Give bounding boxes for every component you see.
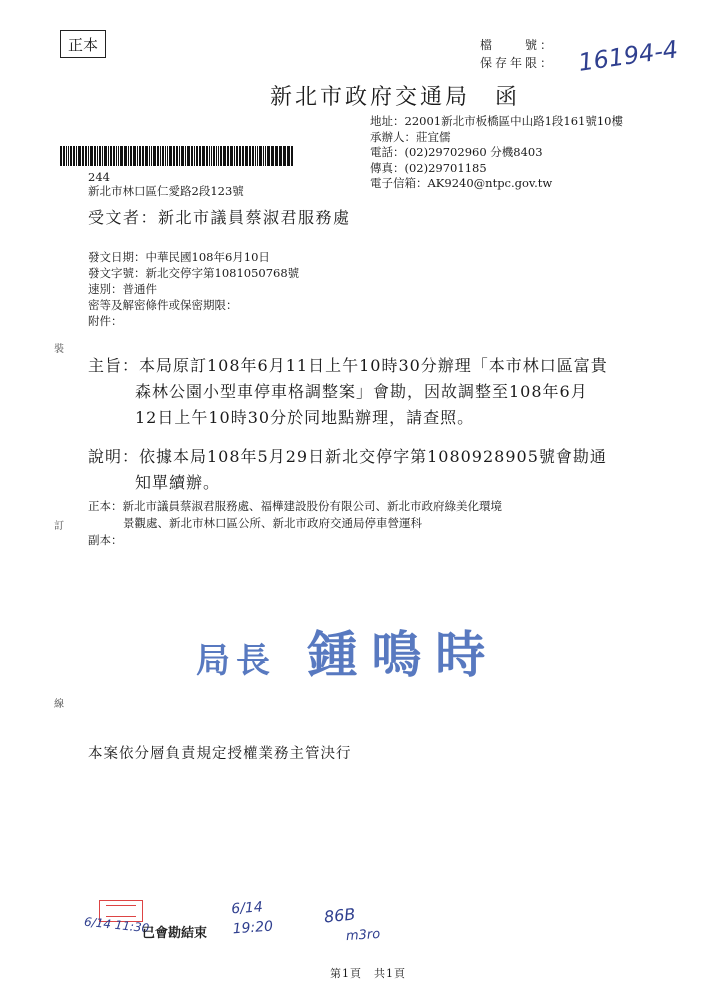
barcode-bar — [167, 146, 168, 166]
barcode-bar — [160, 146, 161, 166]
barcode-bar — [223, 146, 226, 166]
original-recipients: 正本：新北市議員蔡淑君服務處、福樺建設股份有限公司、新北市政府綠美化環境 — [88, 499, 502, 513]
barcode-bar — [199, 146, 201, 166]
barcode-bar — [151, 146, 152, 166]
barcode-bar — [245, 146, 248, 166]
director-seal — [196, 615, 499, 687]
barcode-bar — [108, 146, 109, 166]
barcode-bar — [118, 146, 119, 166]
barcode-bar — [218, 146, 219, 166]
issue-date: 發文日期：中華民國108年6月10日 — [88, 250, 270, 264]
barcode-bar — [230, 146, 233, 166]
barcode-bar — [90, 146, 93, 166]
barcode-bar — [76, 146, 77, 166]
barcode-bar — [263, 146, 264, 166]
file-number-fields — [480, 36, 555, 72]
barcode-bar — [291, 146, 293, 166]
distribution-list — [88, 498, 502, 549]
barcode-bar — [191, 146, 193, 166]
sender-contact-person: 承辦人：莊宜儒 — [370, 129, 451, 144]
barcode-bar — [145, 146, 148, 166]
barcode-bar — [185, 146, 186, 166]
barcode-bar — [249, 146, 251, 166]
barcode-bar — [104, 146, 107, 166]
security-level: 密等及解密條件或保密期限： — [88, 298, 238, 312]
sender-fax: 傳真：(02)29701185 — [370, 160, 487, 175]
meeting-ended-stamp: 已會勘結束 — [142, 926, 208, 941]
barcode-bar — [255, 146, 256, 166]
barcode-bar — [149, 146, 150, 166]
seal-title: 局長 — [196, 641, 276, 681]
barcode-bar — [176, 146, 178, 166]
sender-phone: 電話：(02)29702960 分機8403 — [370, 145, 543, 159]
retention-period-field: 保存年限： — [480, 56, 556, 70]
barcode-bar — [137, 146, 138, 166]
gist-line: 森林公園小型車停車格調整案」會勘，因故調整至108年6月 — [135, 382, 588, 401]
barcode-bar — [202, 146, 205, 166]
barcode-bar — [102, 146, 103, 166]
barcode-bar — [130, 146, 132, 166]
barcode-bar — [139, 146, 141, 166]
handwritten-file-number: 16194-4 — [576, 35, 680, 77]
barcode-bar — [265, 146, 266, 166]
barcode-bar — [97, 146, 98, 166]
barcode-bar — [142, 146, 144, 166]
barcode-bar — [73, 146, 75, 166]
barcode-bar — [94, 146, 96, 166]
attachments: 附件： — [88, 314, 123, 328]
file-number-field: 檔 號： — [480, 38, 556, 52]
barcode-bar — [234, 146, 235, 166]
copy-recipients: 副本： — [88, 533, 123, 547]
barcode-bar — [110, 146, 112, 166]
barcode-bar — [68, 146, 69, 166]
handwritten-note: 6/14 19:20 — [230, 899, 274, 938]
recipient: 受文者：新北市議員蔡淑君服務處 — [88, 208, 351, 227]
barcode-bar — [133, 146, 136, 166]
barcode-bar — [70, 146, 72, 166]
barcode-bar — [206, 146, 208, 166]
barcode-bar — [60, 146, 62, 166]
barcode-bar — [181, 146, 184, 166]
binding-mark-middle: 訂 — [54, 521, 64, 532]
authorization-note: 本案依分層負責規定授權業務主管決行 — [88, 746, 352, 762]
barcode-bar — [257, 146, 258, 166]
barcode-bar — [242, 146, 244, 166]
barcode-bar — [66, 146, 67, 166]
barcode-bar — [116, 146, 117, 166]
barcode-bar — [279, 146, 282, 166]
sender-address: 地址：22001新北市板橋區中山路1段161號10樓 — [370, 114, 623, 128]
barcode-bar — [179, 146, 180, 166]
barcode-bar — [252, 146, 254, 166]
barcode-bar — [169, 146, 172, 166]
sender-email: 電子信箱：AK9240@ntpc.gov.tw — [370, 176, 553, 190]
barcode-bar — [153, 146, 156, 166]
barcode-bar — [78, 146, 81, 166]
barcode-bar — [165, 146, 166, 166]
document-meta — [88, 249, 299, 329]
barcode-bar — [82, 146, 84, 166]
recipient-address-block — [88, 170, 244, 198]
page-number-footer: 第1頁 共1頁 — [330, 967, 406, 980]
barcode-bar — [88, 146, 89, 166]
speed-class: 速別：普通件 — [88, 282, 157, 296]
seal-name: 鍾鳴時 — [307, 626, 500, 684]
barcode-bar — [162, 146, 164, 166]
barcode-bar — [99, 146, 101, 166]
barcode-bar — [209, 146, 210, 166]
original-recipients-continued: 景觀處、新北市林口區公所、新北市政府交通局停車營運科 — [123, 516, 422, 530]
document-number: 發文字號：新北交停字第1081050768號 — [88, 266, 300, 280]
barcode-bar — [236, 146, 238, 166]
gist-line: 主旨：本局原訂108年6月11日上午10時30分辦理「本市林口區富貴 — [88, 356, 608, 375]
barcode-bar — [85, 146, 87, 166]
barcode-bar — [63, 146, 65, 166]
handwritten-note: 6/14 11:30 — [83, 914, 150, 936]
document-title: 新北市政府交通局 函 — [270, 85, 521, 110]
barcode-bar — [120, 146, 123, 166]
recipient-address: 新北市林口區仁愛路2段123號 — [88, 184, 244, 198]
barcode-bar — [157, 146, 159, 166]
barcode-bar — [211, 146, 212, 166]
barcode-bar — [287, 146, 290, 166]
gist-line: 12日上午10時30分於同地點辦理，請查照。 — [135, 408, 475, 427]
barcode-bar — [220, 146, 222, 166]
barcode-bar — [124, 146, 127, 166]
description-line: 知單續辦。 — [135, 473, 221, 492]
binding-mark-top: 裝 — [54, 344, 64, 355]
gist-section — [88, 353, 608, 431]
description-line: 說明：依據本局108年5月29日新北交停字第1080928905號會勘通 — [88, 447, 607, 466]
postal-code: 244 — [88, 170, 110, 184]
barcode-bar — [239, 146, 241, 166]
barcode-bar — [196, 146, 198, 166]
barcode-bar — [194, 146, 195, 166]
barcode — [60, 146, 310, 166]
binding-mark-bottom: 線 — [54, 699, 64, 710]
barcode-bar — [271, 146, 274, 166]
barcode-bar — [173, 146, 175, 166]
barcode-bar — [128, 146, 129, 166]
barcode-bar — [259, 146, 262, 166]
handwritten-note: 86B — [323, 904, 357, 927]
handwritten-note: m3ro — [345, 926, 381, 945]
barcode-bar — [275, 146, 278, 166]
barcode-bar — [113, 146, 115, 166]
barcode-bar — [216, 146, 217, 166]
barcode-bar — [227, 146, 229, 166]
barcode-bar — [213, 146, 215, 166]
barcode-bar — [187, 146, 190, 166]
sender-info — [370, 114, 623, 192]
description-section — [88, 444, 607, 496]
barcode-bar — [283, 146, 286, 166]
barcode-bar — [267, 146, 270, 166]
original-copy-label: 正本 — [60, 30, 106, 58]
